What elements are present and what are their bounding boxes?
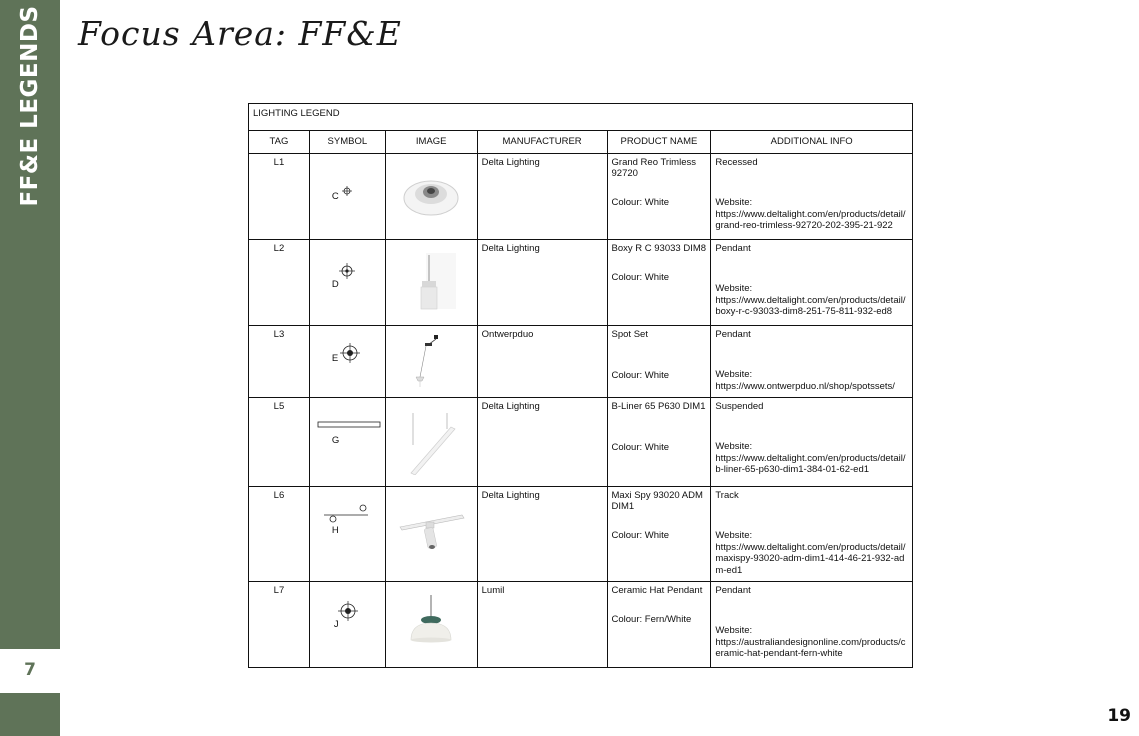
tag-cell: L5 — [249, 398, 310, 487]
website-label: Website: — [715, 197, 753, 209]
symbol-letter: C — [331, 191, 339, 202]
symbol-letter: J — [333, 619, 339, 630]
downlight-symbol-icon — [310, 154, 386, 240]
product-cell — [607, 326, 711, 398]
product-colour: Colour: White — [611, 370, 670, 381]
table-title: LIGHTING LEGEND — [249, 104, 913, 131]
symbol-cell — [309, 398, 385, 487]
header-tag: TAG — [249, 131, 310, 154]
tag-cell: L2 — [249, 240, 310, 326]
linear-suspended-icon — [401, 409, 461, 475]
track-symbol-icon — [310, 487, 386, 582]
product-cell — [607, 154, 711, 240]
product-cell — [607, 582, 711, 668]
linear-symbol-icon — [310, 398, 386, 487]
fixture-type: Track — [715, 490, 739, 501]
image-cell — [385, 326, 477, 398]
track-spot-icon — [396, 509, 466, 559]
additional-info-cell — [711, 398, 913, 487]
symbol-cell — [309, 582, 385, 668]
additional-info-cell — [711, 240, 913, 326]
spot-set-pendant-icon — [406, 331, 456, 393]
fixture-type: Pendant — [715, 585, 751, 596]
website-link[interactable]: https://www.deltalight.com/en/products/detail/grand-reo-trimless-92720-202-395-21-922 — [715, 208, 906, 232]
lighting-legend-table — [248, 103, 913, 668]
pendant-symbol-icon — [310, 240, 386, 326]
manufacturer-cell: Delta Lighting — [477, 398, 607, 487]
image-cell — [385, 487, 477, 582]
symbol-cell — [309, 487, 385, 582]
additional-info-cell — [711, 582, 913, 668]
product-colour: Colour: White — [611, 529, 670, 541]
website-label: Website: — [715, 441, 753, 453]
product-cell — [607, 398, 711, 487]
manufacturer-cell: Delta Lighting — [477, 154, 607, 240]
symbol-letter: D — [331, 279, 339, 290]
product-colour: Colour: White — [611, 272, 670, 283]
page-number: 19 — [1107, 706, 1131, 726]
additional-info-cell — [711, 326, 913, 398]
tag-cell: L7 — [249, 582, 310, 668]
website-link[interactable]: https://www.ontwerpduo.nl/shop/spotssets/ — [715, 380, 895, 392]
sidebar-footer-band — [0, 693, 60, 736]
website-link[interactable]: https://www.deltalight.com/en/products/detail/boxy-r-c-93033-dim8-251-75-811-932-ed8 — [715, 294, 906, 318]
website-link[interactable]: https://www.deltalight.com/en/products/detail/maxispy-93020-adm-dim1-414-46-21-932-adm-ed1 — [715, 541, 906, 576]
website-label: Website: — [715, 530, 753, 542]
manufacturer-cell: Ontwerpduo — [477, 326, 607, 398]
header-symbol: SYMBOL — [309, 131, 385, 154]
table-row — [249, 487, 913, 582]
tag-cell: L1 — [249, 154, 310, 240]
pendant-symbol-icon — [310, 582, 386, 668]
header-manufacturer: MANUFACTURER — [477, 131, 607, 154]
product-cell — [607, 487, 711, 582]
product-colour: Colour: White — [611, 196, 670, 208]
additional-info-cell — [711, 154, 913, 240]
header-additional-info: ADDITIONAL INFO — [711, 131, 913, 154]
cylinder-pendant-icon — [406, 253, 456, 313]
image-cell — [385, 154, 477, 240]
symbol-cell — [309, 240, 385, 326]
manufacturer-cell: Delta Lighting — [477, 240, 607, 326]
tag-cell: L3 — [249, 326, 310, 398]
symbol-letter: H — [331, 525, 339, 536]
website-label: Website: — [715, 369, 753, 381]
website-link[interactable]: https://australiandesignonline.com/products/ceramic-hat-pendant-fern-white — [715, 636, 906, 660]
website-label: Website: — [715, 625, 753, 637]
table-row — [249, 240, 913, 326]
symbol-letter: E — [331, 353, 339, 364]
manufacturer-cell: Lumil — [477, 582, 607, 668]
fixture-type: Recessed — [715, 157, 758, 168]
ceramic-hat-pendant-icon — [401, 595, 461, 655]
table-row — [249, 582, 913, 668]
website-label: Website: — [715, 283, 753, 295]
recessed-downlight-icon — [396, 172, 466, 222]
focus-area-title: Focus Area: FF&E — [78, 14, 402, 53]
additional-info-cell — [711, 487, 913, 582]
product-name: Grand Reo Trimless 92720 — [611, 157, 696, 180]
product-colour: Colour: White — [611, 442, 670, 453]
header-row — [249, 131, 913, 154]
image-cell — [385, 398, 477, 487]
product-name: B-Liner 65 P630 DIM1 — [611, 401, 706, 412]
pendant-symbol-icon — [310, 326, 386, 398]
fixture-type: Suspended — [715, 401, 764, 412]
section-number: 7 — [24, 660, 36, 680]
product-name: Maxi Spy 93020 ADM DIM1 — [611, 490, 703, 513]
side-title: FF&E LEGENDS — [17, 5, 43, 207]
manufacturer-cell: Delta Lighting — [477, 487, 607, 582]
product-cell — [607, 240, 711, 326]
fixture-type: Pendant — [715, 329, 751, 340]
fixture-type: Pendant — [715, 243, 751, 254]
product-colour: Colour: Fern/White — [611, 614, 692, 625]
tag-cell: L6 — [249, 487, 310, 582]
symbol-cell — [309, 326, 385, 398]
website-link[interactable]: https://www.deltalight.com/en/products/detail/b-liner-65-p630-dim1-384-01-62-ed1 — [715, 452, 906, 476]
product-name: Boxy R C 93033 DIM8 — [611, 243, 707, 254]
symbol-cell — [309, 154, 385, 240]
header-image: IMAGE — [385, 131, 477, 154]
product-name: Ceramic Hat Pendant — [611, 585, 703, 596]
symbol-letter: G — [331, 435, 340, 446]
image-cell — [385, 240, 477, 326]
image-cell — [385, 582, 477, 668]
table-row — [249, 398, 913, 487]
header-product-name: PRODUCT NAME — [607, 131, 711, 154]
table-row — [249, 154, 913, 240]
product-name: Spot Set — [611, 329, 648, 340]
table-row — [249, 326, 913, 398]
